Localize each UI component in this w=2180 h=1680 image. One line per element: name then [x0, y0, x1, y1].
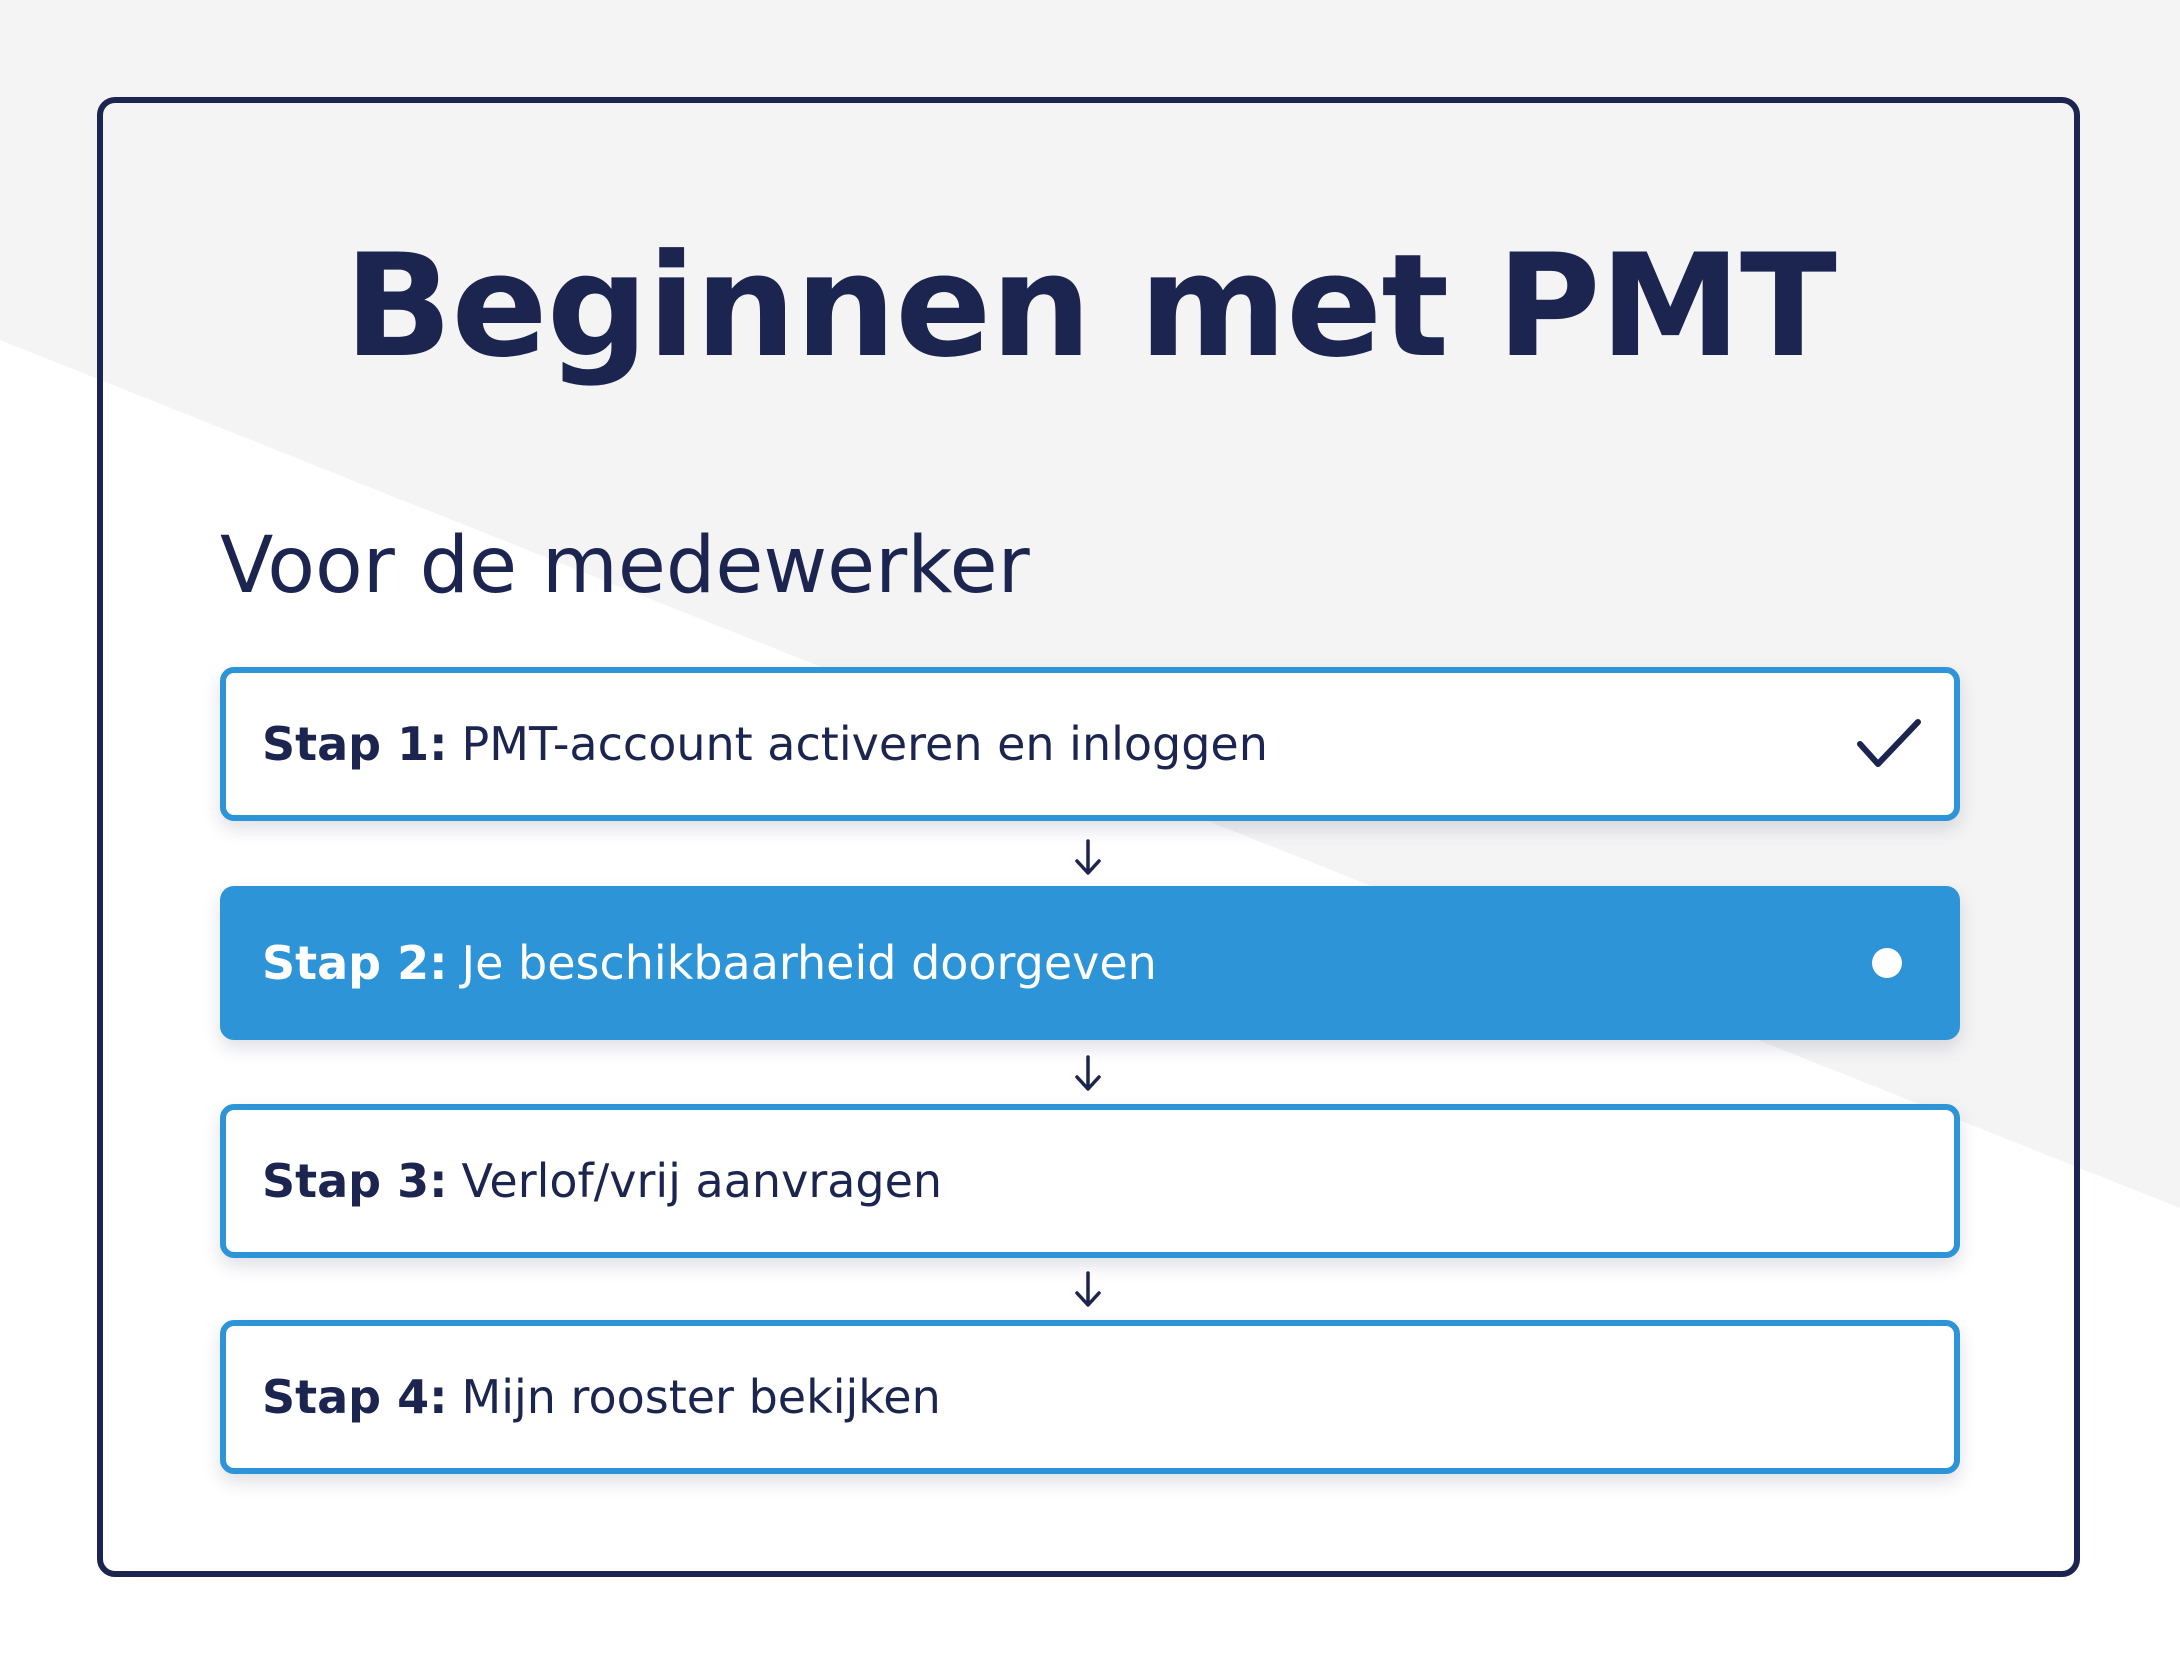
dot-icon	[1872, 948, 1902, 978]
step-1-label: PMT-account activeren en inloggen	[461, 717, 1268, 771]
step-2-item[interactable]	[220, 886, 1960, 1040]
step-4-item[interactable]	[220, 1320, 1960, 1474]
step-3-number: Stap 3:	[262, 1154, 448, 1208]
step-4-number: Stap 4:	[262, 1370, 448, 1424]
step-4-label: Mijn rooster bekijken	[461, 1370, 941, 1424]
arrow-down-icon	[1072, 838, 1104, 878]
step-3-item[interactable]	[220, 1104, 1960, 1258]
step-2-label: Je beschikbaarheid doorgeven	[461, 936, 1157, 990]
page-subtitle: Voor de medewerker	[220, 521, 1030, 611]
arrow-down-icon	[1072, 1054, 1104, 1094]
step-1-number: Stap 1:	[262, 717, 448, 771]
checkmark-icon	[1854, 714, 1924, 774]
step-1-item[interactable]	[220, 667, 1960, 821]
page-title: Beginnen met PMT	[344, 224, 1836, 389]
step-3-label: Verlof/vrij aanvragen	[461, 1154, 943, 1208]
step-2-number: Stap 2:	[262, 936, 448, 990]
arrow-down-icon	[1072, 1270, 1104, 1310]
